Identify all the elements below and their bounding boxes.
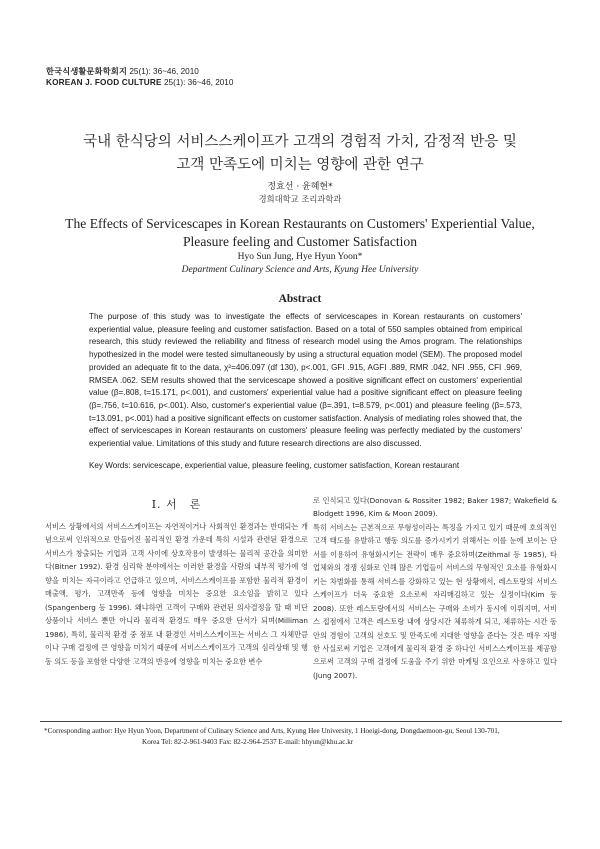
right-column-paragraph-1: 로 인식되고 있다(Donovan & Rossiter 1982; Baker 1987; Wakefield & Blodgett 1996, Kim & Moon 2009). <box>313 496 557 519</box>
section-heading-introduction: I. 서 론 <box>151 498 202 511</box>
abstract-heading: Abstract <box>278 293 322 305</box>
authors-korean: 정효선 · 윤혜현* <box>267 182 333 192</box>
footnote-line2: Korea Tel: 82-2-961-9403 Fax: 82-2-964-2537 E-mail: hhyun@khu.ac.kr <box>142 738 354 746</box>
title-english-line2: Pleasure feeling and Customer Satisfaction <box>182 234 418 249</box>
journal-volume-en: 25(1): 36~46, 2010 <box>163 78 234 87</box>
title-english <box>40 215 560 251</box>
keywords: Key Words: servicescape, experiential value, pleasure feeling, customer satisfaction, Korean restaurant <box>89 461 460 470</box>
right-column-paragraph-2: 특히 서비스는 근본적으로 무형성이라는 특징을 가지고 있기 때문에 호의적인 고객 태도를 유발하고 행동 의도를 증가시키기 위해서는 이를 눈에 보이는 단서를 이용하여 유형화시키는 전략이 매우 중요하며(Zeithmal 등 1985), 타 업체와의 경쟁 심화로 인해 많은 기업들이 서비스의 무형적인 요소를 유형화시키는 차별화를 통해 서비스를 강화하고 있는 현 상황에서, 레스토랑의 서비스스케이프가 더욱 중요한 요소로써 자리매김하고 있는 실정이다(Kim 등 2008). 또한 레스토랑에서의 서비스는 구매와 소비가 동시에 이뤄지며, 서비스 접점에서 고객은 레스토랑 내에 상당시간 체류하게 되고, 체류하는 시간 동안의 경험이 고객의 선호도 및 만족도에 지대한 영향을 준다는 것은 매우 자명한 사실로써 기업은 고객에게 물리적 환경 중 하나인 서비스스케이프를 제공함으로써 고객의 구매 결정에 도움을 주기 위한 마케팅 요인으로 사용하고 있다(Jung 2007). <box>313 522 557 680</box>
affiliation-korean: 경희대학교 조리과학과 <box>258 194 342 204</box>
title-korean <box>40 131 560 177</box>
title-korean-line1: 국내 한식당의 서비스스케이프가 고객의 경험적 가치, 감정적 반응 및 <box>83 134 517 150</box>
title-korean-line2: 고객 만족도에 미치는 영향에 관한 연구 <box>176 157 424 173</box>
footnote-line1: *Corresponding author: Hye Hyun Yoon, Department of Culinary Science and Arts, Kyung Hee University, 1 Hoeigi-dong, Dongdaemoon-gu, Seoul 130-701, <box>44 727 500 735</box>
authors-english: Hyo Sun Jung, Hye Hyun Yoon* <box>237 252 363 262</box>
journal-name-en: KOREAN J. FOOD CULTURE <box>46 78 162 87</box>
affiliation-english: Department Culinary Science and Arts, Kyung Hee University <box>181 265 419 275</box>
journal-volume-ko: 25(1): 36~46, 2010 <box>129 67 199 76</box>
title-english-line1: The Effects of Servicescapes in Korean Restaurants on Customers' Experiential Value, <box>65 216 535 231</box>
right-column <box>313 494 557 682</box>
journal-name-ko: 한국식생활문화학회지 <box>46 67 128 76</box>
abstract-text: The purpose of this study was to investigate the effects of servicescapes in Korean restaurants on customers' experiential value, pleasure feeling and customer satisfaction. Based on a total of 550 samples obtained from empirical research, this study reviewed the reliability and fitness of research model using the Amos program. The relationships hypothesized in the model were tested simultaneously by using a structural equation model (SEM). The proposed model provided an adequate fit to the data, χ²=406.097 (df 130), p<.001, GFI .915, AGFI .889, RMR .042, NFI .955, CFI .969, RMSEA .062. SEM results showed that the servicescape showed a positive significant effect on customers' experiential value (β=.808, t=15.171, p<.001), and customers' experiential value had a positive significant effect on pleasure feeling (β=.756, t=10.616, p<.001). Also, customer's experiential value (β=.391, t=8.579, p<.001) and pleasure feeling (β=.573, t=13.091, p<.001) had a positive significant effects on customer satisfaction. Analysis of mediating roles showed that, the effect of servicescapes in Korean restaurants on customers' pleasure feeling was perfectly mediated by the customers' experiential value. Limitations of this study and future research directions are also discussed. <box>89 312 522 449</box>
journal-header <box>46 66 233 88</box>
footnote-divider <box>40 721 562 722</box>
left-column-paragraph: 서비스 상황에서의 서비스스케이프는 자연적이거나 사회적인 환경과는 반대되는 개념으로써 인위적으로 만들어진 물리적인 환경 가운데 특히 시설과 관련된 환경으로 서비스가 창출되는 기업과 고객 사이에 상호작용이 발생하는 물리적 공간을 의미한다(Bitner 1992). 환경 심리학 분야에서는 이러한 환경을 사람의 내부적 평가에 영향을 미치는 자극이라고 언급하고 있으며, 서비스스케이프를 포함한 물리적 환경이 매출액, 평가, 고객만족 등에 영향을 미치는 중요한 요소임을 밝히고 있다(Spangenberg 등 1996). 왜냐하면 고객이 구매와 관련된 의사결정을 할 때 비단 상품이나 서비스 뿐만 아니라 물리적 환경도 매우 중요한 단서가 되며(Milliman 1986), 특히, 물리적 환경 중 점포 내 환경인 서비스스케이프는 서비스 그 자체만큼이나 구매 결정에 큰 영향을 미치기 때문에 서비스스케이프가 고객의 심리상태 및 행동 의도 등을 포함한 다양한 고객의 반응에 영향을 미치는 중요한 변수 <box>45 522 308 666</box>
left-column <box>45 520 308 668</box>
footnote <box>44 726 564 748</box>
